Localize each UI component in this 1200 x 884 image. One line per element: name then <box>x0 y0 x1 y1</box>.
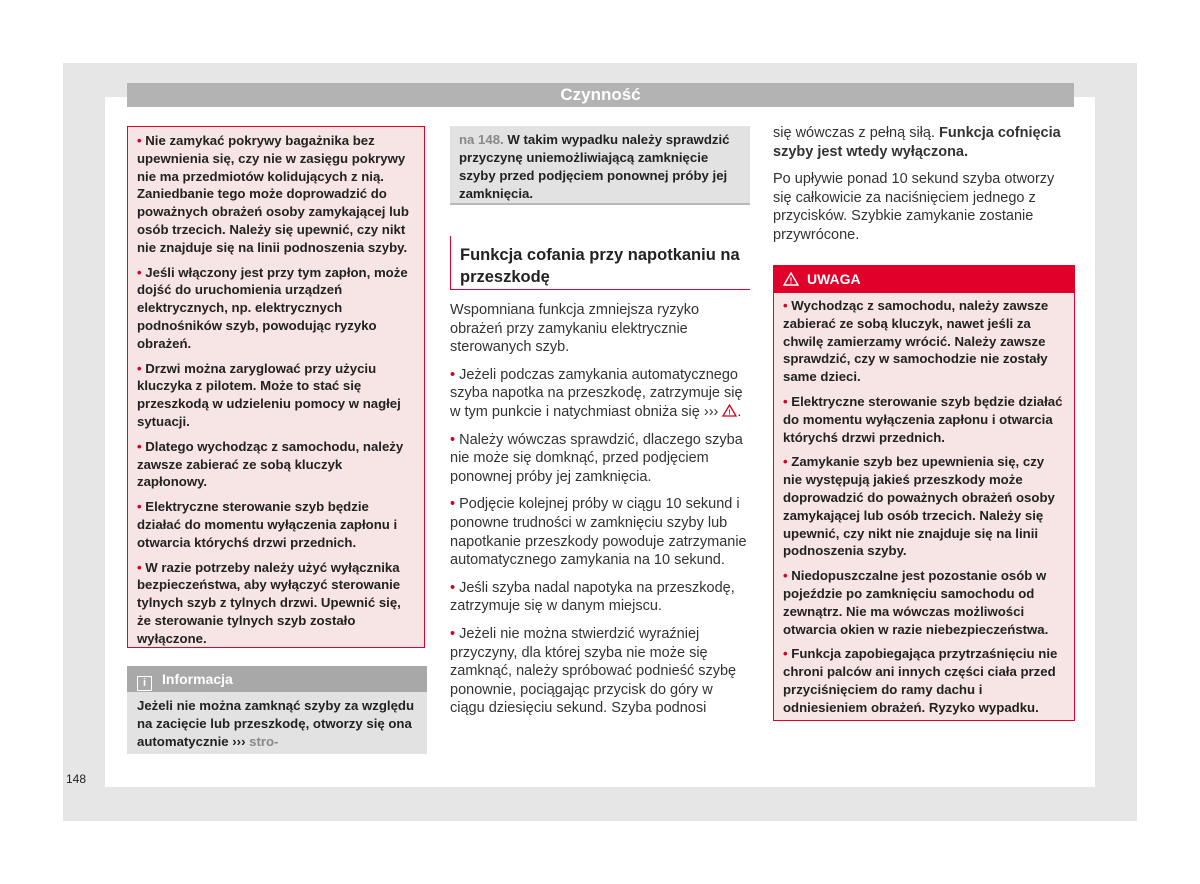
body-column-middle <box>450 301 750 727</box>
svg-text:!: ! <box>789 276 793 286</box>
list-item: • Jeżeli nie można stwierdzić wyraźniej przyczyny, dla której szyba nie może się zamknąć, należy spróbować podnieść szybę ponownie, pociągając przycisk do góry w ciągu dziesięciu sekund. Szyba podnosi <box>450 625 737 717</box>
list-item: • Jeśli szyba nadal napotyka na przeszkodę, zatrzymuje się w danym miejscu. <box>450 579 735 615</box>
cross-ref-arrows: ››› <box>232 734 246 749</box>
page-number: 148 <box>66 772 87 786</box>
info-box-text: Jeżeli nie można zamknąć szyby za względu na zacięcie lub przeszkodę, otworzy się ona automatycznie ››› stro- <box>137 698 415 749</box>
warning-item: • Niedopuszczalne jest pozostanie osób w pojeździe po zamknięciu samochodu od zewnątrz. Nie ma wówczas możliwości otwarcia okien w razie niebezpieczeństwa. <box>783 568 1049 637</box>
info-icon: i <box>137 676 152 691</box>
warning-item: • Nie zamykać pokrywy bagażnika bez upewnienia się, czy nie w zasięgu pokrywy nie ma przedmiotów kolidujących z nią. Zaniedbanie tego może doprowadzić do poważnych obrażeń osoby zamykającej lub osób trzecich. Należy się upewnić, czy nikt nie znajduje się na linii podnoszenia szyby. <box>137 133 409 255</box>
warning-item: • Elektryczne sterowanie szyb będzie działać do momentu wyłączenia zapłonu i otwarcia którychś drzwi przednich. <box>783 393 1063 445</box>
warning-item: • Dlatego wychodząc z samochodu, należy zawsze zabierać ze sobą kluczyk zapłonowy. <box>137 438 404 490</box>
section-heading: Funkcja cofania przy napotkaniu na przeszkodę <box>450 236 750 290</box>
paragraph: Po upływie ponad 10 sekund szyba otworzy się całkowicie za naciśnięciem jednego z przycisków. Szybkie zamykanie zostanie przywrócone. <box>773 171 1055 243</box>
section-header: Czynność <box>127 83 1074 107</box>
cross-ref-link[interactable]: stro- <box>249 734 279 749</box>
warning-item: • Drzwi można zaryglować przy użyciu kluczyka z pilotem. Może to stać się przeszkodą w udzieleniu pomocy w nagłej sytuacji. <box>137 360 401 429</box>
warning-item: • Funkcja zapobiegająca przytrzaśnięciu nie chroni palców ani innych części ciała przed przyciśnięciem do ramy dachu i odniesieniem obrażeń. Ryzyko wypadku. <box>783 646 1058 715</box>
warning-box-header: ! UWAGA <box>773 265 1075 293</box>
list-item: • Jeżeli podczas zamykania automatycznego szyba napotka na przeszkodę, zatrzymuje się w tym punkcie i natychmiast obniża się ››› ! . <box>450 366 743 420</box>
continuation-box: na 148. W takim wypadku należy sprawdzić przyczynę uniemożliwiającą zamknięcie szyby przed podjęciem ponownej próby jej zamknięcia. <box>450 126 750 205</box>
intro-paragraph: Wspomniana funkcja zmniejsza ryzyko obrażeń przy zamykaniu elektrycznie sterowanych szyb. <box>450 302 700 356</box>
svg-text:!: ! <box>728 409 732 417</box>
warning-triangle-icon[interactable] <box>722 404 737 420</box>
warning-item: • Jeśli włączony jest przy tym zapłon, może dojść do uruchomienia urządzeń elektrycznych, np. elektrycznych podnośników szyb, powodując ryzyko obrażeń. <box>137 264 408 351</box>
cross-ref-link[interactable]: na 148. <box>459 132 504 147</box>
paragraph: się wówczas z pełną siłą. Funkcja cofnięcia szyby jest wtedy wyłączona. <box>773 125 1061 160</box>
info-box <box>127 666 427 754</box>
warning-item: • Zamykanie szyb bez upewnienia się, czy nie występują jakieś przeszkody może doprowadzić do poważnych obrażeń osoby zamykającej lub osób trzecich. Należy się upewnić, czy nikt nie znajduje się na linii podnoszenia szyby. <box>783 454 1055 559</box>
body-column-right <box>773 124 1075 254</box>
list-item: • Należy wówczas sprawdzić, dlaczego szyba nie może się domknąć, przed podjęciem ponownej próby jej zamknięcia. <box>450 431 743 485</box>
warning-box-right <box>773 293 1075 721</box>
warning-box-left <box>127 126 425 648</box>
cross-ref-arrows: ››› <box>703 403 719 420</box>
warning-item: • Wychodząc z samochodu, należy zawsze zabierać ze sobą kluczyk, nawet jeśli za chwilę zamierzamy wrócić. Należy zawsze sprawdzić, czy w samochodzie nie zostały same dzieci. <box>783 298 1049 385</box>
warning-item: • W razie potrzeby należy użyć wyłącznika bezpieczeństwa, aby wyłączyć sterowanie tylnych szyb z tylnych drzwi. Upewnić się, że sterowanie tylnych szyb zostało wyłączone. <box>137 559 401 646</box>
warning-item: • Elektryczne sterowanie szyb będzie działać do momentu wyłączenia zapłonu i otwarcia którychś drzwi przednich. <box>137 499 398 550</box>
list-item: • Podjęcie kolejnej próby w ciągu 10 sekund i ponowne trudności w zamknięciu szyby lub napotkanie przeszkody powoduje zatrzymanie automatycznego zamykania na 10 sekund. <box>450 496 747 569</box>
warning-triangle-icon <box>783 271 807 287</box>
info-box-header: i Informacja <box>127 666 427 692</box>
